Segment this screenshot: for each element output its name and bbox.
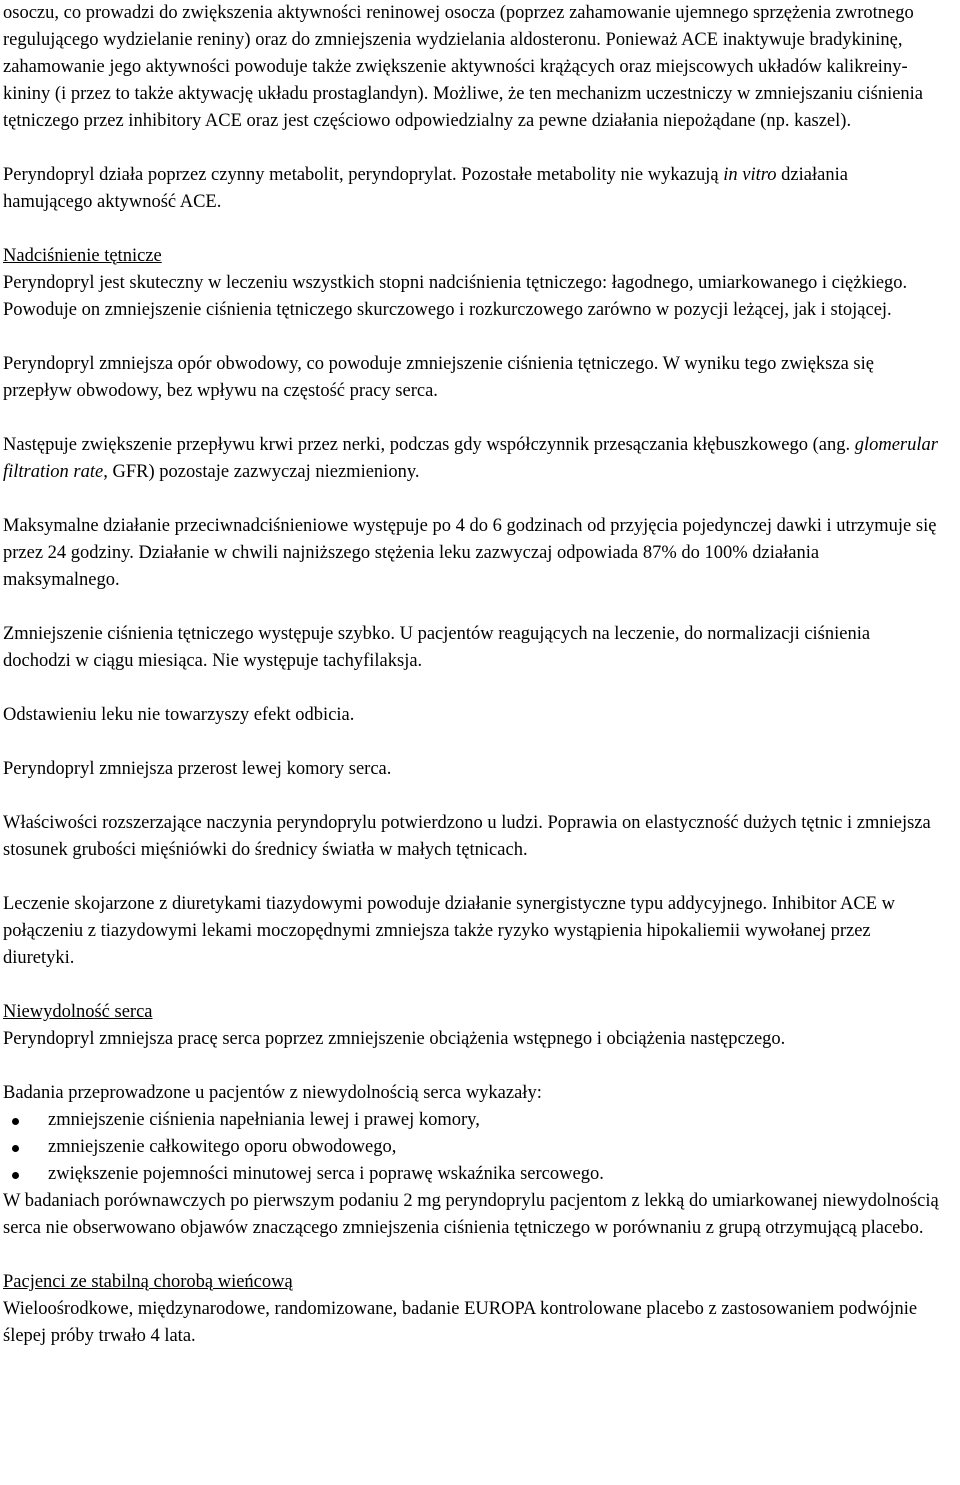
paragraph-hypertension-efficacy: Peryndopryl jest skuteczny w leczeniu wszystkich stopni nadciśnienia tętniczego: łagodnego, umiarkowanego i ciężkiego. Powoduje on zmniejszenie ciśnienia tętniczego skurczowego i rozkurczowego zarówno w pozycji leżącej, jak i stojącej. bbox=[3, 273, 908, 320]
list-item: zwiększenie pojemności minutowej serca i poprawę wskaźnika sercowego. bbox=[3, 1161, 940, 1188]
paragraph-comparative-studies: W badaniach porównawczych po pierwszym podaniu 2 mg peryndoprylu pacjentom z lekką do umiarkowanej niewydolnością serca nie obserwowano objawów znaczącego zmniejszenia ciśnienia tętniczego w porównaniu z grupą otrzymującą placebo. bbox=[3, 1191, 939, 1238]
paragraph-vasodilation: Właściwości rozszerzające naczynia peryndoprylu potwierdzono u ludzi. Poprawia on elastyczność dużych tętnic i zmniejsza stosunek grubości mięśniówki do średnicy światła w małych tętnicach. bbox=[3, 813, 931, 860]
list-item: zmniejszenie całkowitego oporu obwodowego, bbox=[3, 1134, 940, 1161]
renal-text-italic: glomerular filtration rate bbox=[3, 435, 938, 482]
renal-text-end: , GFR) pozostaje zazwyczaj niezmieniony. bbox=[103, 462, 420, 482]
paragraph-peripheral-resistance: Peryndopryl zmniejsza opór obwodowy, co powoduje zmniejszenie ciśnienia tętniczego. W wyniku tego zwiększa się przepływ obwodowy, bez wpływu na częstość pracy serca. bbox=[3, 354, 874, 401]
paragraph-rapid-reduction: Zmniejszenie ciśnienia tętniczego występuje szybko. U pacjentów reagujących na leczenie, do normalizacji ciśnienia dochodzi w ciągu miesiąca. Nie występuje tachyfilaksja. bbox=[3, 624, 871, 671]
list-item: zmniejszenie ciśnienia napełniania lewej i prawej komory, bbox=[3, 1107, 940, 1134]
metabolite-text-start: Peryndopryl działa poprzez czynny metabolit, peryndoprylat. Pozostałe metabolity nie wykazują bbox=[3, 165, 724, 185]
renal-text-start: Następuje zwiększenie przepływu krwi przez nerki, podczas gdy współczynnik przesączania kłębuszkowego (ang. bbox=[3, 435, 855, 455]
findings-list bbox=[3, 1107, 940, 1188]
paragraph-active-metabolite bbox=[3, 162, 940, 216]
paragraph-max-effect: Maksymalne działanie przeciwnadciśnieniowe występuje po 4 do 6 godzinach od przyjęcia pojedynczej dawki i utrzymuje się przez 24 godziny. Działanie w chwili najniższego stężenia leku zazwyczaj odpowiada 87% do 100% działania maksymalnego. bbox=[3, 516, 937, 590]
heading-heart-failure: Niewydolność serca bbox=[3, 1002, 153, 1022]
paragraph-renal-flow bbox=[3, 432, 940, 486]
paragraph-no-rebound: Odstawieniu leku nie towarzyszy efekt odbicia. bbox=[3, 705, 355, 725]
paragraph-lv-hypertrophy: Peryndopryl zmniejsza przerost lewej komory serca. bbox=[3, 759, 392, 779]
paragraph-europa-study: Wieloośrodkowe, międzynarodowe, randomizowane, badanie EUROPA kontrolowane placebo z zastosowaniem podwójnie ślepej próby trwało 4 lata. bbox=[3, 1299, 918, 1346]
paragraph-cardiac-workload: Peryndopryl zmniejsza pracę serca poprzez zmniejszenie obciążenia wstępnego i obciążenia następczego. bbox=[3, 1029, 786, 1049]
heading-hypertension: Nadciśnienie tętnicze bbox=[3, 246, 162, 266]
paragraph-renin-mechanism: osoczu, co prowadzi do zwiększenia aktywności reninowej osocza (poprzez zahamowanie ujemnego sprzężenia zwrotnego regulującego wydzielanie reniny) oraz do zmniejszenia wydzielania aldosteronu. Ponieważ ACE inaktywuje bradykininę, zahamowanie jego aktywności powoduje także zwiększenie aktywności krążących oraz miejscowych układów kalikreiny-kininy (i przez to także aktywację układu prostaglandyn). Możliwe, że ten mechanizm uczestniczy w zmniejszaniu ciśnienia tętniczego przez inhibitory ACE oraz jest częściowo odpowiedzialny za pewne działania niepożądane (np. kaszel). bbox=[3, 3, 924, 131]
metabolite-text-end: działania hamującego aktywność ACE. bbox=[3, 165, 848, 212]
metabolite-text-italic: in vitro bbox=[723, 165, 777, 185]
paragraph-study-findings: Badania przeprowadzone u pacjentów z niewydolnością serca wykazały: bbox=[3, 1083, 542, 1103]
paragraph-combination-therapy: Leczenie skojarzone z diuretykami tiazydowymi powoduje działanie synergistyczne typu addycyjnego. Inhibitor ACE w połączeniu z tiazydowymi lekami moczopędnymi zmniejsza także ryzyko wystąpienia hipokaliemii wywołanej przez diuretyki. bbox=[3, 894, 896, 968]
heading-coronary-disease: Pacjenci ze stabilną chorobą wieńcową bbox=[3, 1272, 293, 1292]
